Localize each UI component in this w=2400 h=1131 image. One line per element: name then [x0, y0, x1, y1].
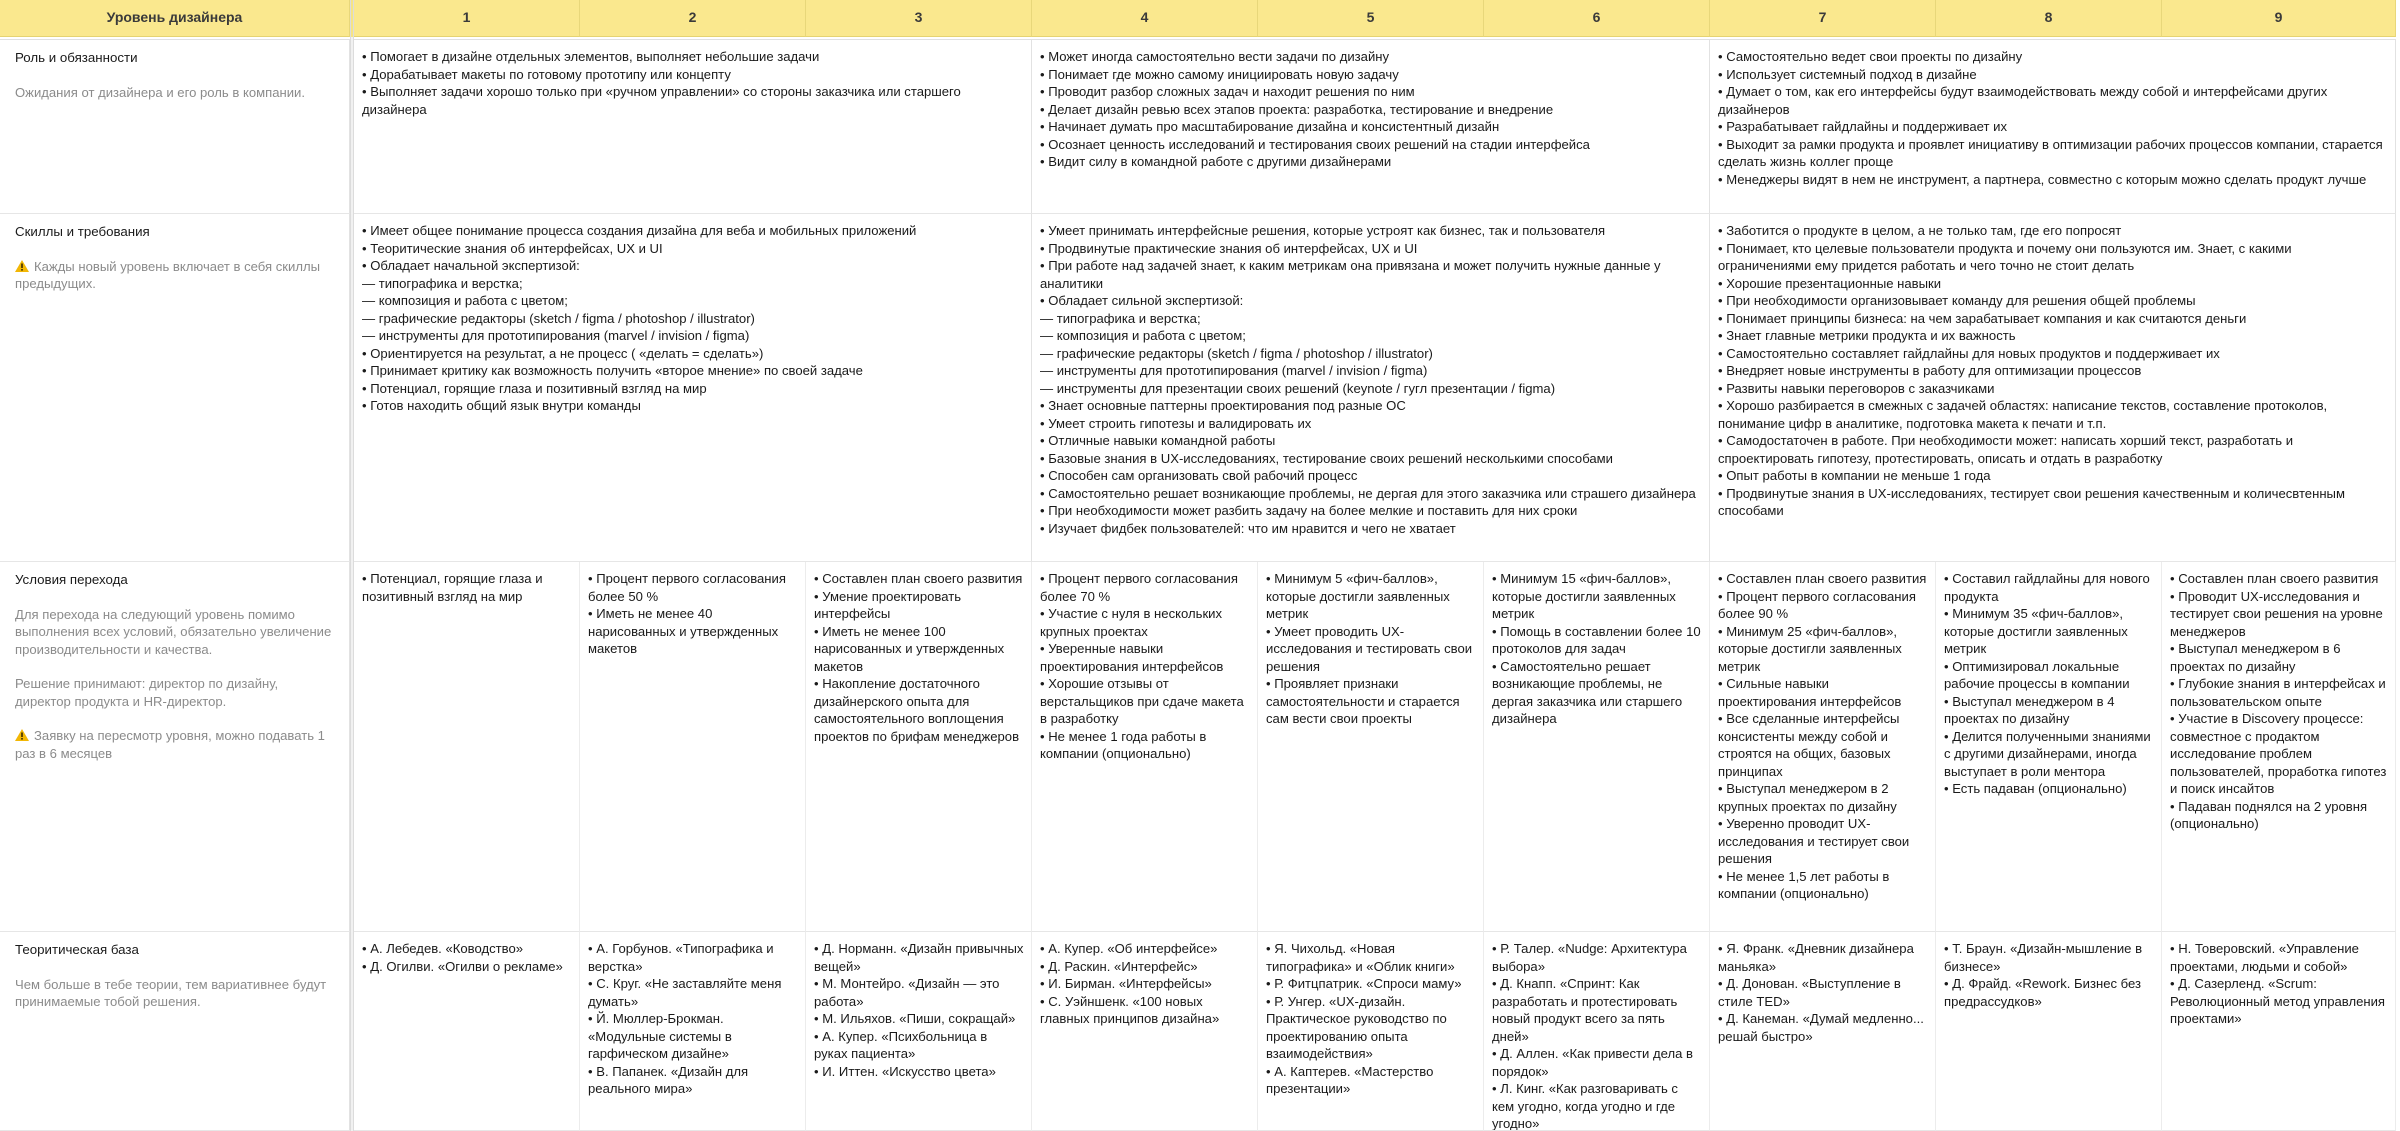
row-label-theory[interactable]: [0, 932, 350, 1131]
row-label-skills[interactable]: [0, 214, 350, 562]
cell-role-levels-7-9[interactable]: • Самостоятельно ведет свои проекты по дизайну • Использует системный подход в дизайне • Думает о том, как его интерфейсы будут взаимодействовать между собой и интерфейсами других дизайнеров • Разрабатывает гайдлайны и поддерживает их • Выходит за рамки продукта и проявлет инициативу в оптимизации рабочих процессов компании, старается сделать жизнь коллег проще • Менеджеры видят в нем не инструмент, а партнера, совместно с которым можно сделать продукт лучше: [1710, 40, 2396, 214]
cell-skills-levels-4-6[interactable]: • Умеет принимать интерфейсные решения, которые устроят как бизнес, так и пользователя • Продвинутые практические знания об интерфейсах, UX и UI • При работе над задачей знает, к каким метрикам она привязана и может получить нужные данные у аналитики • Обладает сильной экспертизой: — типографика и верстка; — композиция и работа с цветом; — графические редакторы (sketch / figma / photoshop / illustrator) — инструменты для прототипирования (marvel / invision / figma) — инструменты для презентации своих решений (keynote / гугл презентации / figma) • Знает основные паттерны проектирования под разные ОС • Умеет строить гипотезы и валидировать их • Отличные навыки командной работы • Базовые знания в UX-исследованиях, тестирование своих решений несколькими способами • Способен сам организовать свой рабочий процесс • Самостоятельно решает возникающие проблемы, не дергая для этого заказчика или страшего дизайнера • При необходимости может разбить задачу на более мелкие и поставить для них сроки • Изучает фидбек пользователей: что им нравится и чего не хватает: [1032, 214, 1710, 562]
row-title: Теоритическая база: [15, 942, 139, 957]
row-title: Роль и обязанности: [15, 50, 138, 65]
cell-theory-level-6[interactable]: • Р. Талер. «Nudge: Архитектура выбора» • Д. Кнапп. «Спринт: Как разработать и протестировать новый продукт всего за пять дней» • Д. Аллен. «Как привести дела в порядок» • Л. Кинг. «Как разговаривать с кем угодно, когда угодно и где угодно»: [1484, 932, 1710, 1131]
header-level-5[interactable]: 5: [1258, 0, 1484, 37]
row-label-role[interactable]: [0, 40, 350, 214]
cell-theory-level-8[interactable]: • Т. Браун. «Дизайн-мышление в бизнесе» • Д. Фрайд. «Rework. Бизнес без предрассудков»: [1936, 932, 2162, 1131]
cell-transition-level-5[interactable]: • Минимум 5 «фич-баллов», которые достигли заявленных метрик • Умеет проводить UX-исследования и тестировать свои решения • Проявляет признаки самостоятельности и старается сам вести свои проекты: [1258, 562, 1484, 932]
cell-transition-level-1[interactable]: • Потенциал, горящие глаза и позитивный взгляд на мир: [354, 562, 580, 932]
header-level-9[interactable]: 9: [2162, 0, 2396, 37]
cell-theory-level-7[interactable]: • Я. Франк. «Дневник дизайнера маньяка» • Д. Донован. «Выступление в стиле TED» • Д. Канеман. «Думай медленно... решай быстро»: [1710, 932, 1936, 1131]
cell-theory-level-5[interactable]: • Я. Чихольд. «Новая типографика» и «Облик книги» • Р. Фитцпатрик. «Спроси маму» • Р. Унгер. «UX-дизайн. Практическое руководство по проектированию опыта взаимодействия» • А. Каптерев. «Мастерство презентации»: [1258, 932, 1484, 1131]
cell-transition-level-7[interactable]: • Составлен план своего развития • Процент первого согласования более 90 % • Минимум 25 «фич-баллов», которые достигли заявленных метрик • Сильные навыки проектирования интерфейсов • Все сделанные интерфейсы консистенты между собой и строятся на общих, базовых принципах • Выступал менеджером в 2 крупных проектах по дизайну • Уверенно проводит UX-исследования и тестирует свои решения • Не менее 1,5 лет работы в компании (опционально): [1710, 562, 1936, 932]
header-level-3[interactable]: 3: [806, 0, 1032, 37]
row-description: [15, 258, 335, 293]
header-level-1[interactable]: 1: [354, 0, 580, 37]
cell-skills-levels-7-9[interactable]: • Заботится о продукте в целом, а не только там, где его попросят • Понимает, кто целевые пользователи продукта и почему они пользуются им. Знает, с какими ограничениями ему придется работать и чего точно не стоит делать • Хорошие презентационные навыки • При необходимости организовывает команду для решения общей проблемы • Понимает принципы бизнеса: на чем зарабатывает компания и как считаются деньги • Знает главные метрики продукта и их важность • Самостоятельно составляет гайдлайны для новых продуктов и поддерживает их • Внедряет новые инструменты в работу для оптимизации процессов • Развиты навыки переговоров с заказчиками • Хорошо разбирается в смежных с задачей областях: написание текстов, составление протоколов, понимание цифр в аналитике, подготовка макета к печати и т.п. • Самодостаточен в работе. При необходимости может: написать хорший текст, разработать и спроектировать гипотезу, протестировать, описать и отдать в разработку • Опыт работы в компании не меньше 1 года • Продвинутые знания в UX-исследованиях, тестирует свои решения качественным и количесвтенным способами: [1710, 214, 2396, 562]
row-title: Скиллы и требования: [15, 224, 150, 239]
cell-skills-levels-1-3[interactable]: • Имеет общее понимание процесса создания дизайна для веба и мобильных приложений • Теоритические знания об интерфейсах, UX и UI • Обладает начальной экспертизой: — типографика и верстка; — композиция и работа с цветом; — графические редакторы (sketch / figma / photoshop / illustrator) — инструменты для прототипирования (marvel / invision / figma) • Ориентируется на результат, а не процесс ( «делать = сделать») • Принимает критику как возможность получить «второе мнение» по своей задаче • Потенциал, горящие глаза и позитивный взгляд на мир • Готов находить общий язык внутри команды: [354, 214, 1032, 562]
cell-theory-level-4[interactable]: • А. Купер. «Об интерфейсе» • Д. Раскин. «Интерфейс» • И. Бирман. «Интерфейсы» • С. Уэйншенк. «100 новых главных принципов дизайна»: [1032, 932, 1258, 1131]
header-level-label[interactable]: Уровень дизайнера: [0, 0, 350, 37]
cell-transition-level-2[interactable]: • Процент первого согласования более 50 % • Иметь не менее 40 нарисованных и утвержденных макетов: [580, 562, 806, 932]
header-level-2[interactable]: 2: [580, 0, 806, 37]
cell-theory-level-3[interactable]: • Д. Норманн. «Дизайн привычных вещей» • М. Монтейро. «Дизайн — это работа» • М. Ильяхов. «Пиши, сокращай» • А. Купер. «Психбольница в руках пациента» • И. Иттен. «Искусство цвета»: [806, 932, 1032, 1131]
header-level-8[interactable]: 8: [1936, 0, 2162, 37]
header-level-4[interactable]: 4: [1032, 0, 1258, 37]
warning-text: Заявку на пересмотр уровня, можно подавать 1 раз в 6 месяцев: [15, 728, 325, 761]
row-label-transition[interactable]: [0, 562, 350, 932]
cell-role-levels-4-6[interactable]: • Может иногда самостоятельно вести задачи по дизайну • Понимает где можно самому инициировать новую задачу • Проводит разбор сложных задач и находит решения по ним • Делает дизайн ревью всех этапов проекта: разработка, тестирование и внедрение • Начинает думать про масштабирование дизайна и консистентный дизайн • Осознает ценность исследований и тестирования своих решений на стадии интерфейса • Видит силу в командной работе с другими дизайнерами: [1032, 40, 1710, 214]
row-description: Ожидания от дизайнера и его роль в компании.: [15, 84, 305, 100]
cell-theory-level-9[interactable]: • Н. Товеровский. «Управление проектами, людьми и собой» • Д. Сазерленд. «Scrum: Революционный метод управления проектами»: [2162, 932, 2396, 1131]
row-description: Решение принимают: директор по дизайну, директор продукта и HR-директор.: [15, 676, 279, 709]
cell-theory-level-1[interactable]: • А. Лебедев. «Ководство» • Д. Огилви. «Огилви о рекламе»: [354, 932, 580, 1131]
warning-icon: [15, 260, 29, 272]
cell-transition-level-8[interactable]: • Составил гайдлайны для нового продукта • Минимум 35 «фич-баллов», которые достигли заявленных метрик • Оптимизировал локальные рабочие процессы в компании • Выступал менеджером в 4 проектах по дизайну • Делится полученными знаниями с другими дизайнерами, иногда выступает в роли ментора • Есть падаван (опционально): [1936, 562, 2162, 932]
warning-text: Кажды новый уровень включает в себя скиллы предыдущих.: [15, 258, 321, 291]
cell-theory-level-2[interactable]: • А. Горбунов. «Типографика и верстка» • С. Круг. «Не заставляйте меня думать» • Й. Мюллер-Брокман. «Модульные системы в гарфическом дизайне» • В. Папанек. «Дизайн для реального мира»: [580, 932, 806, 1131]
cell-transition-level-4[interactable]: • Процент первого согласования более 70 % • Участие с нуля в нескольких крупных проектах • Уверенные навыки проектирования интерфейсов • Хорошие отзывы от верстальщиков при сдаче макета в разработку • Не менее 1 года работы в компании (опционально): [1032, 562, 1258, 932]
header-level-6[interactable]: 6: [1484, 0, 1710, 37]
cell-transition-level-9[interactable]: • Составлен план своего развития • Проводит UX-исследования и тестирует свои решения на уровне менеджеров • Выступал менеджером в 6 проектах по дизайну • Глубокие знания в интерфейсах и пользовательском опыте • Участие в Discovery процессе: совместное с продактом исследование проблем пользователей, проработка гипотез и поиск инсайтов • Падаван поднялся на 2 уровня (опционально): [2162, 562, 2396, 932]
cell-role-levels-1-3[interactable]: • Помогает в дизайне отдельных элементов, выполняет небольшие задачи • Дорабатывает макеты по готовому прототипу или концепту • Выполняет задачи хорошо только при «ручном управлении» со стороны заказчика или старшего дизайнера: [354, 40, 1032, 214]
cell-transition-level-6[interactable]: • Минимум 15 «фич-баллов», которые достигли заявленных метрик • Помощь в составлении более 10 протоколов для задач • Самостоятельно решает возникающие проблемы, не дергая заказчика или старшего дизайнера: [1484, 562, 1710, 932]
row-title: Условия перехода: [15, 572, 128, 587]
row-description: [15, 727, 335, 762]
row-description: Для перехода на следующий уровень помимо выполнения всех условий, обязательно увеличение производительности и качества.: [15, 606, 332, 657]
row-description: Чем больше в тебе теории, тем вариативнее будут принимаемые тобой решения.: [15, 976, 327, 1009]
header-level-7[interactable]: 7: [1710, 0, 1936, 37]
warning-icon: [15, 729, 29, 741]
cell-transition-level-3[interactable]: • Составлен план своего развития • Умение проектировать интерфейсы • Иметь не менее 100 нарисованных и утвержденных макетов • Накопление достаточного дизайнерского опыта для самостоятельного воплощения проектов по брифам менеджеров: [806, 562, 1032, 932]
